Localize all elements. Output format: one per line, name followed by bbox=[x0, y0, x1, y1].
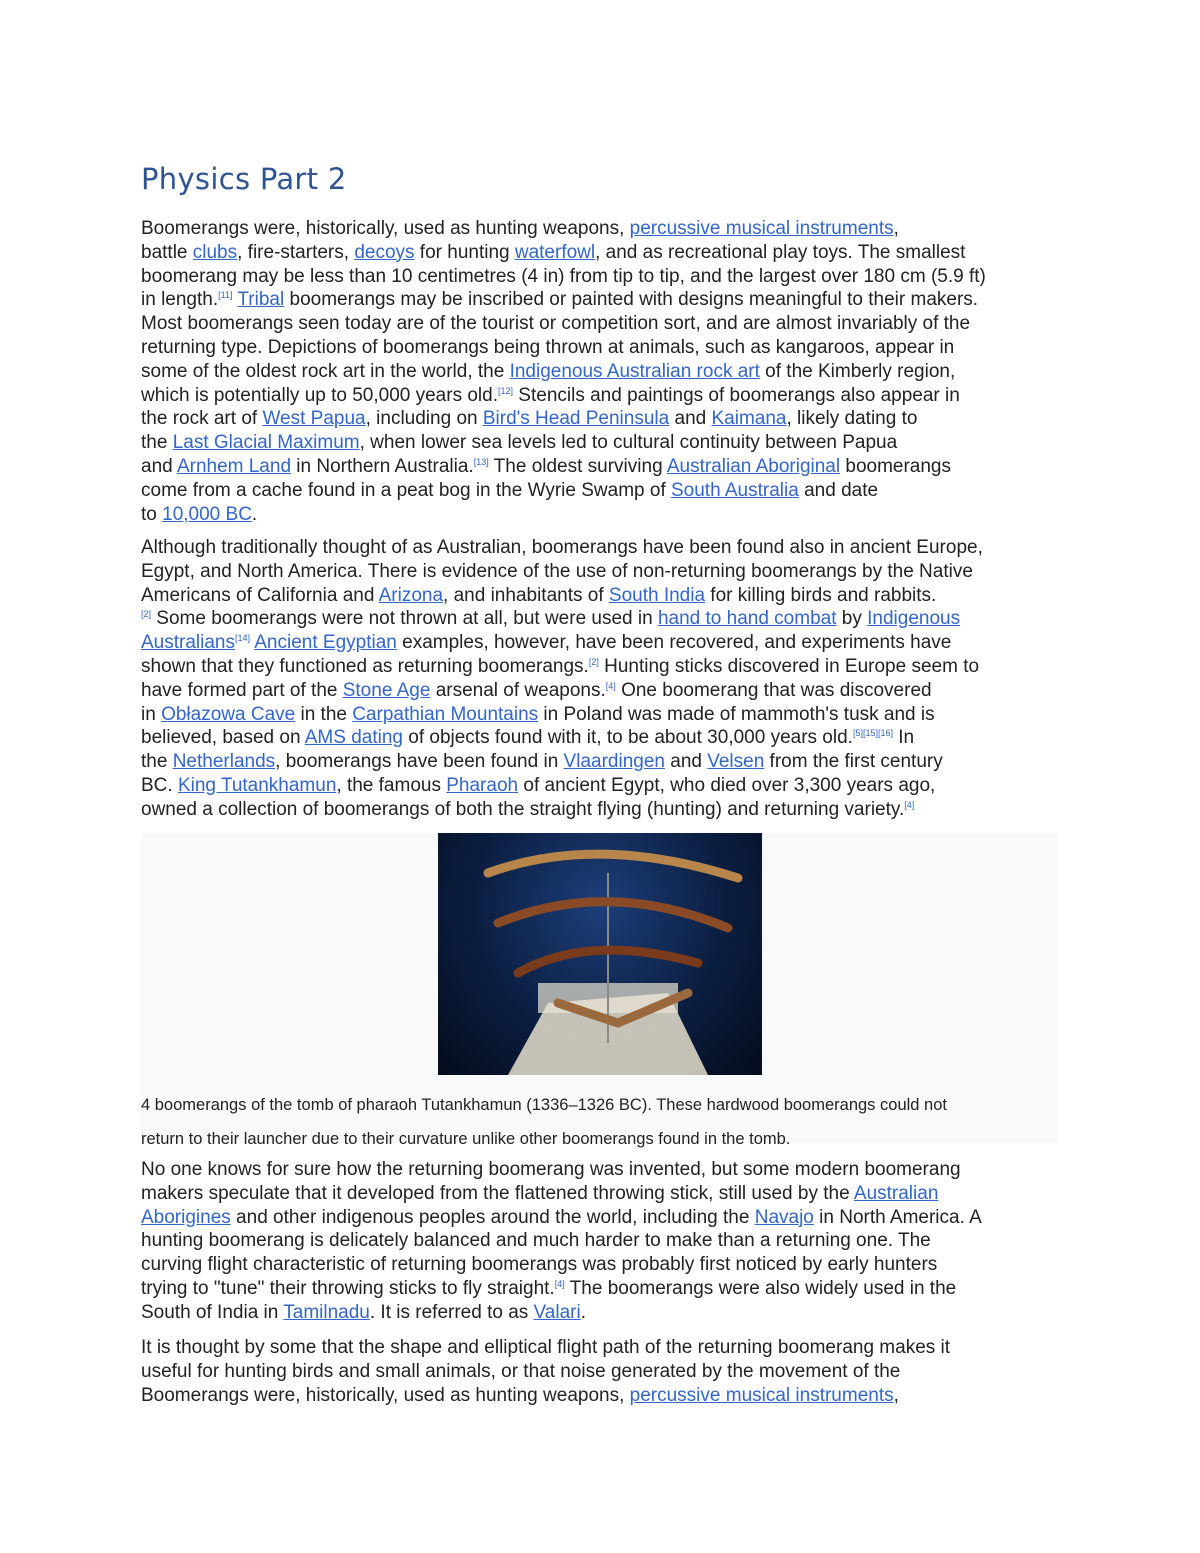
text-line bbox=[141, 360, 986, 384]
wiki-link[interactable]: Bird's Head Peninsula bbox=[482, 408, 670, 430]
text-run: curving flight characteristic of returning boomerangs was probably first noticed by early hunters bbox=[141, 1254, 938, 1276]
text-run: , and as recreational play toys. The smallest bbox=[595, 241, 966, 263]
text-line bbox=[141, 241, 986, 265]
text-run: and date bbox=[798, 479, 879, 501]
boomerangs-photo bbox=[438, 833, 762, 1075]
wiki-link[interactable]: Tamilnadu bbox=[283, 1301, 370, 1323]
wiki-link[interactable]: decoys bbox=[354, 241, 415, 263]
text-line bbox=[141, 703, 983, 727]
text-run: in Northern Australia. bbox=[291, 455, 474, 477]
text-line bbox=[141, 1301, 982, 1325]
text-run: the rock art of bbox=[141, 408, 263, 430]
text-run: returning type. Depictions of boomerangs being thrown at animals, such as kangaroos, appear in bbox=[141, 336, 955, 358]
text-line bbox=[141, 607, 983, 631]
citation-link[interactable]: [13] bbox=[473, 456, 489, 467]
text-run: , bbox=[893, 218, 899, 239]
citation-link[interactable]: [4] bbox=[605, 680, 616, 691]
wiki-link[interactable]: Arnhem Land bbox=[176, 455, 292, 477]
wiki-link[interactable]: Australian Aboriginal bbox=[666, 455, 841, 477]
text-run: of the Kimberly region, bbox=[759, 360, 956, 382]
text-run: shown that they functioned as returning boomerangs. bbox=[141, 655, 589, 677]
text-run: examples, however, have been recovered, and experiments have bbox=[396, 632, 952, 654]
text-run: and bbox=[141, 455, 177, 477]
text-run: believed, based on bbox=[141, 727, 305, 749]
citation-link[interactable]: [4] bbox=[904, 799, 915, 810]
text-line bbox=[141, 1229, 982, 1253]
text-line bbox=[141, 774, 983, 798]
text-run: have formed part of the bbox=[141, 679, 343, 701]
text-line bbox=[141, 536, 983, 560]
wiki-link[interactable]: percussive musical instruments bbox=[629, 218, 894, 239]
text-run: . bbox=[251, 503, 258, 525]
text-line bbox=[141, 1158, 982, 1182]
text-run: and other indigenous peoples around the world, including the bbox=[230, 1206, 755, 1228]
text-run: of ancient Egypt, who died over 3,300 years ago, bbox=[518, 774, 936, 796]
caption-line: return to their launcher due to their curvature unlike other boomerangs found in the tomb. bbox=[141, 1130, 791, 1148]
text-run: Hunting sticks discovered in Europe seem to bbox=[598, 655, 980, 677]
citation-link[interactable]: [14] bbox=[235, 633, 251, 644]
text-run: in North America. A bbox=[813, 1206, 982, 1228]
wiki-link[interactable]: 10,000 BC bbox=[162, 503, 252, 525]
citation-link[interactable]: [11] bbox=[218, 290, 233, 301]
text-line bbox=[141, 288, 986, 312]
text-line bbox=[141, 1206, 982, 1230]
text-run: , likely dating to bbox=[786, 408, 918, 430]
text-run: , and inhabitants of bbox=[443, 584, 609, 606]
text-run: trying to "tune" their throwing sticks to fly straight. bbox=[141, 1277, 555, 1299]
wiki-link[interactable]: Pharaoh bbox=[446, 774, 519, 796]
text-line bbox=[141, 1384, 950, 1408]
text-run: the bbox=[141, 432, 173, 454]
wiki-link[interactable]: King Tutankhamun bbox=[177, 774, 337, 796]
text-line bbox=[141, 798, 983, 822]
paragraph-4 bbox=[141, 1336, 950, 1407]
text-line bbox=[141, 560, 983, 584]
wiki-link[interactable]: Kaimana bbox=[711, 408, 787, 430]
wiki-link[interactable]: Velsen bbox=[707, 751, 765, 773]
text-line bbox=[141, 1360, 950, 1384]
text-run: Americans of California and bbox=[141, 584, 379, 606]
text-run: . It is referred to as bbox=[369, 1301, 534, 1323]
wiki-link[interactable]: clubs bbox=[192, 241, 238, 263]
text-run: , boomerangs have been found in bbox=[275, 751, 564, 773]
wiki-link[interactable]: Australians bbox=[141, 632, 235, 654]
text-run: from the first century bbox=[764, 751, 943, 773]
citation-link[interactable]: [2] bbox=[588, 656, 599, 667]
text-run: by bbox=[836, 608, 868, 630]
text-run: Boomerangs were, historically, used as hunting weapons, bbox=[141, 1384, 630, 1406]
text-run: The boomerangs were also widely used in the bbox=[564, 1277, 957, 1299]
text-line bbox=[141, 407, 986, 431]
text-run: owned a collection of boomerangs of both the straight flying (hunting) and returning variety. bbox=[141, 798, 905, 820]
text-run: boomerangs may be inscribed or painted with designs meaningful to their makers. bbox=[284, 289, 979, 311]
text-line bbox=[141, 679, 983, 703]
text-run: battle bbox=[141, 241, 193, 263]
text-run: Most boomerangs seen today are of the tourist or competition sort, and are almost invariably of the bbox=[141, 313, 971, 335]
text-line bbox=[141, 655, 983, 679]
text-line bbox=[141, 384, 986, 408]
figure-caption bbox=[141, 1088, 947, 1156]
wiki-link[interactable]: Navajo bbox=[754, 1206, 814, 1228]
text-run: come from a cache found in a peat bog in the Wyrie Swamp of bbox=[141, 479, 671, 501]
text-run: for hunting bbox=[414, 241, 515, 263]
text-line bbox=[141, 312, 986, 336]
wiki-link[interactable]: Valari bbox=[533, 1301, 581, 1323]
wiki-link[interactable]: Indigenous Australian rock art bbox=[509, 360, 760, 382]
text-run: which is potentially up to 50,000 years old. bbox=[141, 384, 498, 406]
text-run: , the famous bbox=[336, 774, 447, 796]
caption-line: 4 boomerangs of the tomb of pharaoh Tutankhamun (1336–1326 BC). These hardwood boomerangs could not bbox=[141, 1096, 947, 1114]
text-run: in length. bbox=[141, 289, 219, 311]
wiki-link[interactable]: Tribal bbox=[237, 289, 285, 311]
wiki-link[interactable]: South India bbox=[608, 584, 706, 606]
text-run: boomerangs bbox=[840, 455, 951, 477]
paragraph-3 bbox=[141, 1158, 982, 1325]
paragraph-1 bbox=[141, 217, 986, 526]
text-run: the bbox=[141, 751, 173, 773]
text-run: , bbox=[893, 1384, 899, 1406]
text-run: No one knows for sure how the returning boomerang was invented, but some modern boomerang bbox=[141, 1159, 961, 1180]
text-run: , including on bbox=[365, 408, 483, 430]
text-line bbox=[141, 479, 986, 503]
text-line bbox=[141, 431, 986, 455]
text-run: , when lower sea levels led to cultural continuity between Papua bbox=[359, 432, 898, 454]
citation-link[interactable]: [5][15][16] bbox=[852, 728, 893, 739]
text-run: useful for hunting birds and small animals, or that noise generated by the movement of the bbox=[141, 1360, 901, 1382]
figure bbox=[141, 833, 1058, 1148]
citation-link[interactable]: [4] bbox=[554, 1278, 565, 1289]
wiki-link[interactable]: Netherlands bbox=[172, 751, 276, 773]
text-run: some of the oldest rock art in the world, the bbox=[141, 360, 510, 382]
wiki-link[interactable]: Obłazowa Cave bbox=[161, 703, 296, 725]
text-run: boomerang may be less than 10 centimetres (4 in) from tip to tip, and the largest over 180 cm (5.9 ft) bbox=[141, 265, 986, 287]
text-run: for killing birds and rabbits. bbox=[705, 584, 937, 606]
text-run: Boomerangs were, historically, used as hunting weapons, bbox=[141, 218, 630, 239]
text-line bbox=[141, 336, 986, 360]
text-run: . bbox=[580, 1301, 586, 1323]
text-run: arsenal of weapons. bbox=[430, 679, 606, 701]
wiki-link[interactable]: Arizona bbox=[378, 584, 444, 606]
text-run: makers speculate that it developed from the flattened throwing stick, still used by the bbox=[141, 1182, 854, 1204]
text-line bbox=[141, 1277, 982, 1301]
text-line bbox=[141, 265, 986, 289]
text-line bbox=[141, 631, 983, 655]
citation-link[interactable]: [12] bbox=[498, 385, 514, 396]
text-run: Some boomerangs were not thrown at all, but were used in bbox=[151, 608, 658, 630]
text-line bbox=[141, 455, 986, 479]
text-run: In bbox=[892, 727, 915, 749]
text-run: South of India in bbox=[141, 1301, 284, 1323]
wiki-link[interactable]: hand to hand combat bbox=[657, 608, 837, 630]
wiki-link[interactable]: West Papua bbox=[262, 408, 366, 430]
wiki-link[interactable]: Stone Age bbox=[342, 679, 431, 701]
text-line bbox=[141, 750, 983, 774]
page-title: Physics Part 2 bbox=[141, 162, 347, 196]
wiki-link[interactable]: AMS dating bbox=[304, 727, 403, 749]
text-line bbox=[141, 1182, 982, 1206]
text-run: in the bbox=[295, 703, 353, 725]
wiki-link[interactable]: percussive musical instruments bbox=[629, 1384, 894, 1406]
text-run: hunting boomerang is delicately balanced and much harder to make than a returning one. The bbox=[141, 1230, 931, 1252]
paragraph-2 bbox=[141, 536, 983, 822]
text-run: The oldest surviving bbox=[488, 455, 667, 477]
text-line bbox=[141, 1253, 982, 1277]
wiki-link[interactable]: Last Glacial Maximum bbox=[172, 432, 360, 454]
citation-link[interactable]: [2] bbox=[141, 609, 152, 620]
text-run: BC. bbox=[141, 774, 178, 796]
text-run: , fire-starters, bbox=[237, 241, 355, 263]
text-run: of objects found with it, to be about 30,000 years old. bbox=[402, 727, 853, 749]
text-line bbox=[141, 217, 986, 241]
wiki-link[interactable]: waterfowl bbox=[514, 241, 596, 263]
text-run: Although traditionally thought of as Australian, boomerangs have been found also in ancient Europe, bbox=[141, 537, 983, 558]
text-line bbox=[141, 503, 986, 527]
text-run: It is thought by some that the shape and elliptical flight path of the returning boomerang makes it bbox=[141, 1337, 951, 1358]
text-run: One boomerang that was discovered bbox=[615, 679, 932, 701]
wiki-link[interactable]: Australian bbox=[853, 1182, 939, 1204]
text-run: in bbox=[141, 703, 162, 725]
wiki-link[interactable]: Vlaardingen bbox=[563, 751, 665, 773]
text-line bbox=[141, 584, 983, 608]
text-run: in Poland was made of mammoth's tusk and is bbox=[538, 703, 935, 725]
wiki-link[interactable]: Carpathian Mountains bbox=[352, 703, 539, 725]
wiki-link[interactable]: Indigenous bbox=[867, 608, 961, 630]
text-run: to bbox=[141, 503, 163, 525]
text-line bbox=[141, 726, 983, 750]
text-run: Stencils and paintings of boomerangs also appear in bbox=[513, 384, 960, 406]
wiki-link[interactable]: Aborigines bbox=[141, 1206, 231, 1228]
text-run: and bbox=[664, 751, 708, 773]
wiki-link[interactable]: Ancient Egyptian bbox=[254, 632, 397, 654]
wiki-link[interactable]: South Australia bbox=[671, 479, 799, 501]
text-run: and bbox=[669, 408, 712, 430]
text-run: Egypt, and North America. There is evidence of the use of non-returning boomerangs by the Native bbox=[141, 560, 973, 582]
text-line bbox=[141, 1336, 950, 1360]
